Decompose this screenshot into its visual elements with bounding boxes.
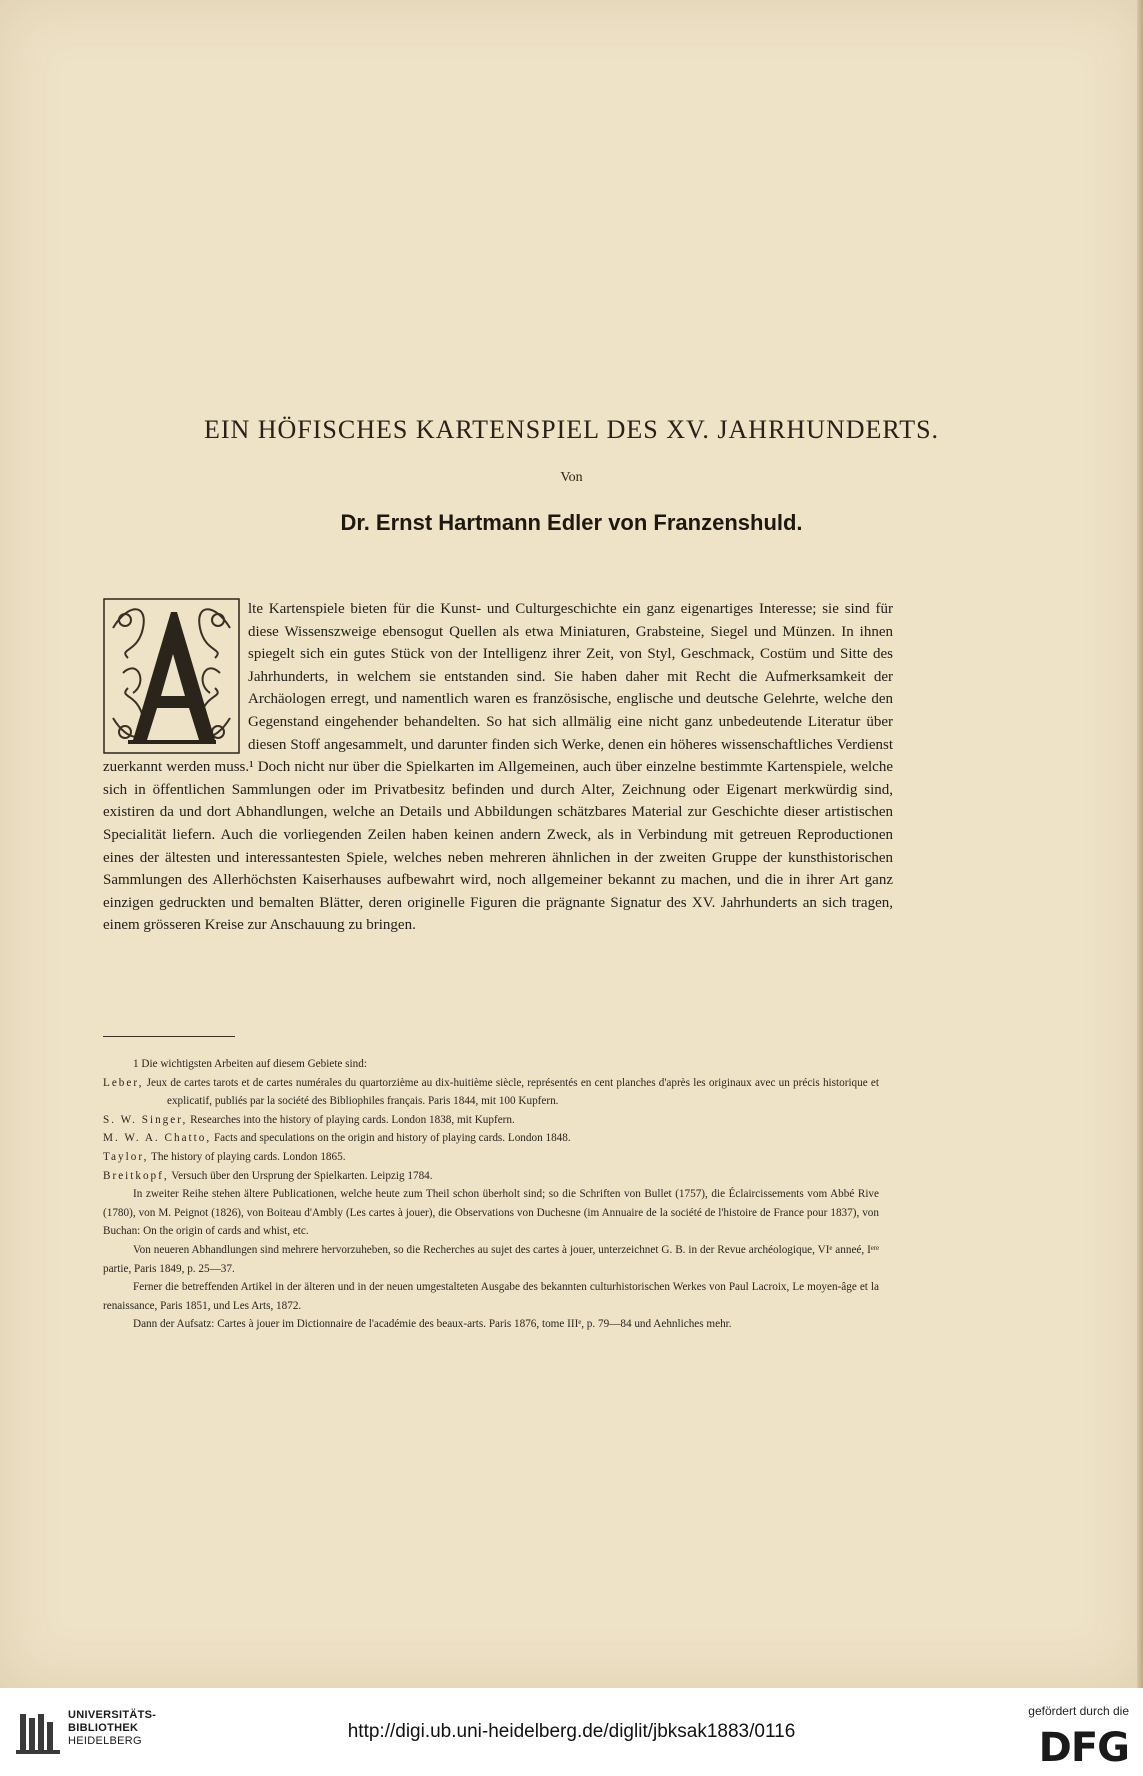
library-name-line: HEIDELBERG	[68, 1735, 142, 1747]
permalink-url[interactable]: http://digi.ub.uni-heidelberg.de/diglit/jbksak1883/0116	[347, 1721, 796, 1742]
body-text-content: lte Kartenspiele bieten für die Kunst- und Culturgeschichte ein ganz eigenartiges Interesse; sie sind für diese Wissenszweige ebensogut Quellen als etwa Miniaturen, Grabsteine, Siegel und Münzen. In ihnen spiegelt sich ein gutes Stück von der Intelligenz ihrer Zeit, von Styl, Geschmack, Costüm und Sitte des Jahrhunderts, in welchem sie entstanden sind. Sie haben daher mit Recht die Aufmerksamkeit der Archäologen erregt, und namentlich waren es französische, englische und deutsche Gelehrte, welche den Gegenstand eingehender behandelten. So hat sich allmälig eine nicht ganz unbedeutende Literatur über diesen Stoff angesammelt, und darunter finden sich Werke, denen ein höheres wissenschaftliches Verdienst zuerkannt werden muss.¹ Doch nicht nur über die Spielkarten im Allgemeinen, auch über einzelne bestimmte Kartenspiele, welche sich in öffentlichen Sammlungen oder im Privatbesitz befinden und durch Alter, Zeichnung oder Eigenart merkwürdig sind, existiren da und dort Abhandlungen, welche an Details und Abbildungen schätzbares Material zur Geschichte dieser artistischen Specialität liefern. Auch die vorliegenden Zeilen haben keinen andern Zweck, als in Verbindung mit getreuen Reproductionen eines der ältesten und interessantesten Spiele, welches neben mehreren ähnlichen in der zweiten Gruppe der kunsthistorischen Sammlungen des Allerhöchsten Kaiserhauses aufbewahrt wird, noch allgemeiner bekannt zu machen, und die in ihrer Art ganz einzigen gedruckten und bemalten Blätter, deren originelle Figuren die prägnante Signatur des XV. Jahrhunderts an sich tragen, einem grösseren Kreise zur Anschauung zu bringen.	[103, 601, 893, 934]
funding-label: gefördert durch die	[1028, 1704, 1129, 1718]
footnote-rule	[103, 1036, 235, 1037]
work-title: Versuch über den Ursprung der Spielkarten. Leipzig 1784.	[168, 1169, 433, 1182]
footnote-work	[103, 1129, 879, 1148]
footnote-paragraph: In zweiter Reihe stehen ältere Publicationen, welche heute zum Theil schon überholt sind; so die Schriften von Bullet (1757), die Éclaircissements vom Abbé Rive (1780), von M. Peignot (1826), von Boiteau d'Ambly (Les cartes à jouer), die Observations von Duchesne (im Annuaire de la société de l'histoire de France pour 1837), von Buchan: On the origin of cards and whist, etc.	[103, 1188, 879, 1238]
work-author: Breitkopf,	[103, 1169, 169, 1182]
article-author: Dr. Ernst Hartmann Edler von Franzenshuld.	[340, 510, 803, 535]
footnote-paragraph: Von neueren Abhandlungen sind mehrere hervorzuheben, so die Recherches au sujet des cartes à jouer, unterzeichnet G. B. in der Revue archéologique, VIᵉ anneé, Iᵉʳᵉ partie, Paris 1849, p. 25—37.	[103, 1243, 879, 1275]
work-title: Facts and speculations on the origin and history of playing cards. London 1848.	[211, 1132, 571, 1145]
article-title: EIN HÖFISCHES KARTENSPIEL DES XV. JAHRHUNDERTS.	[203, 415, 940, 444]
footnote-paragraph: Ferner die betreffenden Artikel in der älteren und in der neuen umgestalteten Ausgabe des bekannten culturhistorischen Werkes von Paul Lacroix, Le moyen-âge et la renaissance, Paris 1851, und Les Arts, 1872.	[103, 1281, 879, 1312]
decorated-initial-a	[103, 598, 240, 754]
footnote-work	[103, 1111, 879, 1130]
work-title: The history of playing cards. London 1865.	[148, 1150, 346, 1163]
footnote-work	[103, 1074, 879, 1111]
footnotes	[103, 1055, 879, 1334]
byline-von: Von	[560, 470, 583, 485]
page-edge	[1137, 0, 1143, 1688]
dfg-logo: DFG	[1038, 1725, 1129, 1771]
work-author: Leber,	[103, 1076, 144, 1089]
library-name-line: UNIVERSITÄTS-	[68, 1709, 157, 1721]
work-title: Jeux de cartes tarots et de cartes numérales du quartorzième au dix-huitième siècle, représentés en cent planches d'après les originaux avec un précis historique et explicatif, publiés par la société des Bibliophiles français. Paris 1844, mit 100 Kupfern.	[143, 1076, 879, 1108]
body-paragraph	[103, 598, 893, 937]
work-title: Researches into the history of playing cards. London 1838, mit Kupfern.	[187, 1113, 515, 1126]
footnote-paragraph: Dann der Aufsatz: Cartes à jouer im Dictionnaire de l'académie des beaux-arts. Paris 1876, tome IIIᵉ, p. 79—84 und Aehnliches mehr.	[133, 1318, 732, 1331]
work-author: M. W. A. Chatto,	[103, 1132, 212, 1145]
work-author: Taylor,	[103, 1150, 149, 1163]
footnote-work	[103, 1148, 879, 1167]
footnote-work	[103, 1167, 879, 1186]
work-author: S. W. Singer,	[103, 1113, 188, 1126]
digitization-footer	[0, 1688, 1143, 1776]
footnote-intro: 1 Die wichtigsten Arbeiten auf diesem Gebiete sind:	[133, 1058, 367, 1070]
library-name-line: BIBLIOTHEK	[68, 1722, 139, 1734]
